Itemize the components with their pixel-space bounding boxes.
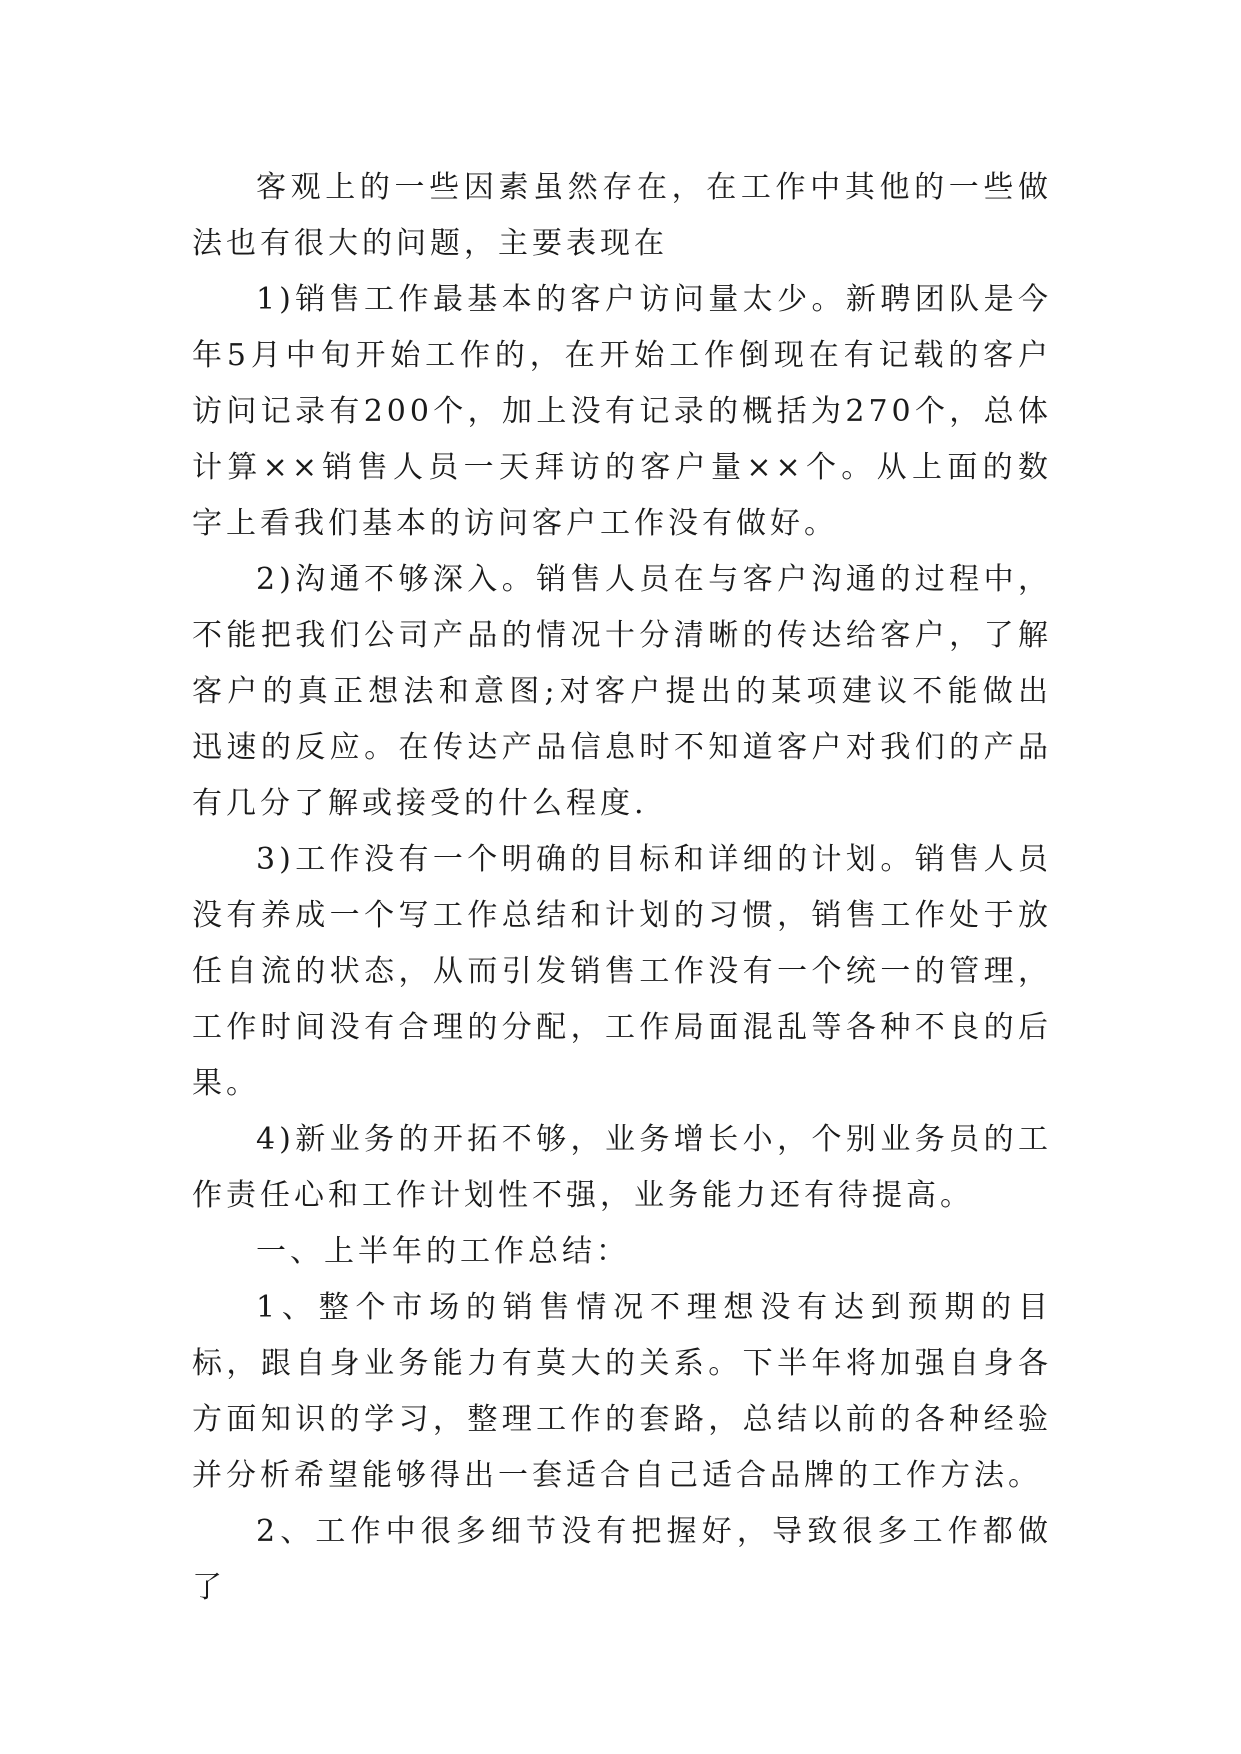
- paragraph-issue-4: 4)新业务的开拓不够，业务增长小，个别业务员的工作责任心和工作计划性不强，业务能力还有待提高。: [192, 1122, 1052, 1213]
- paragraph-issue-2: 2)沟通不够深入。销售人员在与客户沟通的过程中，不能把我们公司产品的情况十分清晰的传达给客户，了解客户的真正想法和意图;对客户提出的某项建议不能做出迅速的反应。在传达产品信息时不知道客户对我们的产品有几分了解或接受的什么程度.: [192, 562, 1052, 821]
- paragraph-summary-1: 1、整个市场的销售情况不理想没有达到预期的目标，跟自身业务能力有莫大的关系。下半年将加强自身各方面知识的学习，整理工作的套路，总结以前的各种经验并分析希望能够得出一套适合自己适合品牌的工作方法。: [192, 1290, 1052, 1493]
- paragraph-intro: 客观上的一些因素虽然存在，在工作中其他的一些做法也有很大的问题，主要表现在: [192, 170, 1052, 261]
- paragraph-issue-1: 1)销售工作最基本的客户访问量太少。新聘团队是今年5月中旬开始工作的，在开始工作倒现在有记载的客户访问记录有200个，加上没有记录的概括为270个，总体计算××销售人员一天拜访的客户量××个。从上面的数字上看我们基本的访问客户工作没有做好。: [192, 282, 1052, 541]
- paragraph-summary-2: 2、工作中很多细节没有把握好，导致很多工作都做了: [192, 1514, 1052, 1605]
- paragraph-issue-3: 3)工作没有一个明确的目标和详细的计划。销售人员没有养成一个写工作总结和计划的习惯，销售工作处于放任自流的状态，从而引发销售工作没有一个统一的管理，工作时间没有合理的分配，工作局面混乱等各种不良的后果。: [192, 842, 1052, 1101]
- document-body: [192, 160, 1052, 1616]
- section-heading-summary: 一、上半年的工作总结：: [256, 1234, 630, 1269]
